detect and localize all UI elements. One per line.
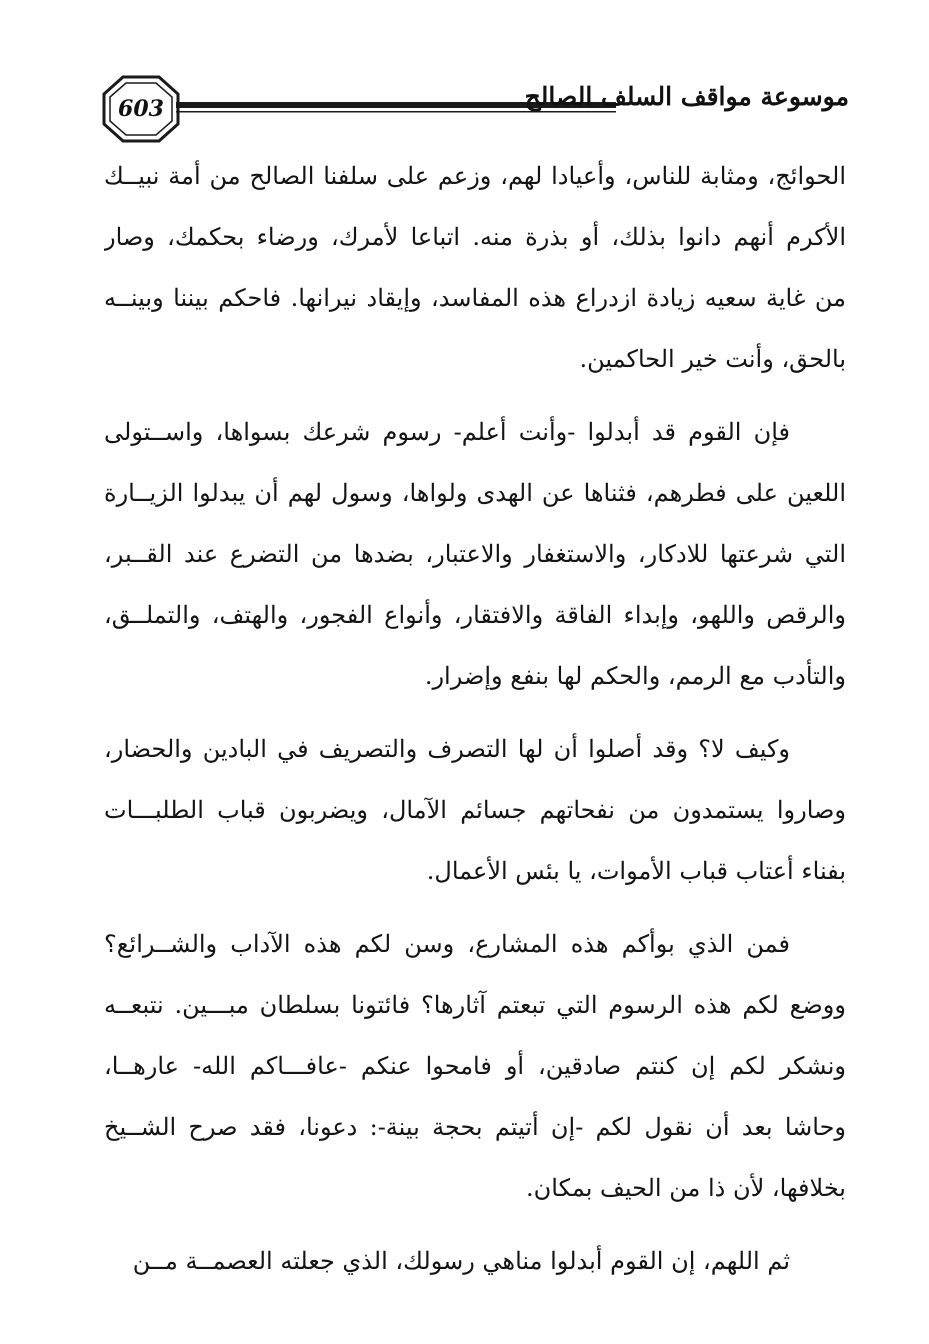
text-line: بالحق، وأنت خير الحاكمين. [579,345,846,373]
page-number: 603 [118,96,164,122]
text-line: اللعين على فطرهم، فثناها عن الهدى ولواها، وسول لهم أن يبدلوا الزيــارة [104,479,846,507]
text-line: فمن الذي بوأكم هذه المشارع، وسن لكم هذه الآداب والشــرائع؟ [104,930,790,958]
page-number-badge [101,74,181,144]
text-line: بخلافها، لأن ذا من الحيف بمكان. [526,1174,846,1202]
text-line: التي شرعتها للادكار، والاستغفار والاعتبار، بضدها من التضرع عند القــبر، [104,540,846,568]
text-line: وصاروا يستمدون من نفحاتهم جسائم الآمال، ويضربون قباب الطلبـــات [104,796,846,824]
paragraph [104,1231,846,1292]
text-line: الأكرم أنهم دانوا بذلك، أو بذرة منه. اتباعا لأمرك، ورضاء بحكمك، وصار [104,223,846,251]
text-line: بفناء أعتاب قباب الأموات، يا بئس الأعمال. [426,857,846,885]
paragraph [104,402,846,707]
text-line: ثم اللهم، إن القوم أبدلوا مناهي رسولك، الذي جعلته العصمــة مــن [132,1247,790,1275]
text-line: من غاية سعيه زيادة ازدراع هذه المفاسد، وإيقاد نيرانها. فاحكم بيننا وبينــه [104,284,846,312]
text-line: والتأدب مع الرمم، والحكم لها بنفع وإضرار. [424,662,846,690]
book-title: موسوعة مواقف السلف الصالح [524,82,849,111]
paragraph [104,719,846,902]
paragraph [104,146,846,390]
text-line: وكيف لا؟ وقد أصلوا أن لها التصرف والتصريف في البادين والحضار، [104,735,790,763]
text-line: ونشكر لكم إن كنتم صادقين، أو فامحوا عنكم -عافـــاكم الله- عارهــا، [104,1052,846,1080]
text-line: والرقص واللهو، وإبداء الفاقة والافتقار، وأنواع الفجور، والهتف، والتملــق، [104,601,846,629]
page-header [0,0,929,150]
text-line: فإن القوم قد أبدلوا -وأنت أعلم- رسوم شرعك بسواها، واســتولى [104,418,790,446]
text-line: وحاشا بعد أن نقول لكم -إن أتيتم بحجة بينة-: دعونا، فقد صرح الشــيخ [104,1113,846,1141]
text-line: الحوائج، ومثابة للناس، وأعيادا لهم، وزعم على سلفنا الصالح من أمة نبيــك [104,162,846,190]
paragraph [104,914,846,1219]
text-line: ووضع لكم هذه الرسوم التي تبعتم آثارها؟ فائتونا بسلطان مبـــين. نتبعــه [104,991,846,1019]
page-body [104,146,846,1304]
